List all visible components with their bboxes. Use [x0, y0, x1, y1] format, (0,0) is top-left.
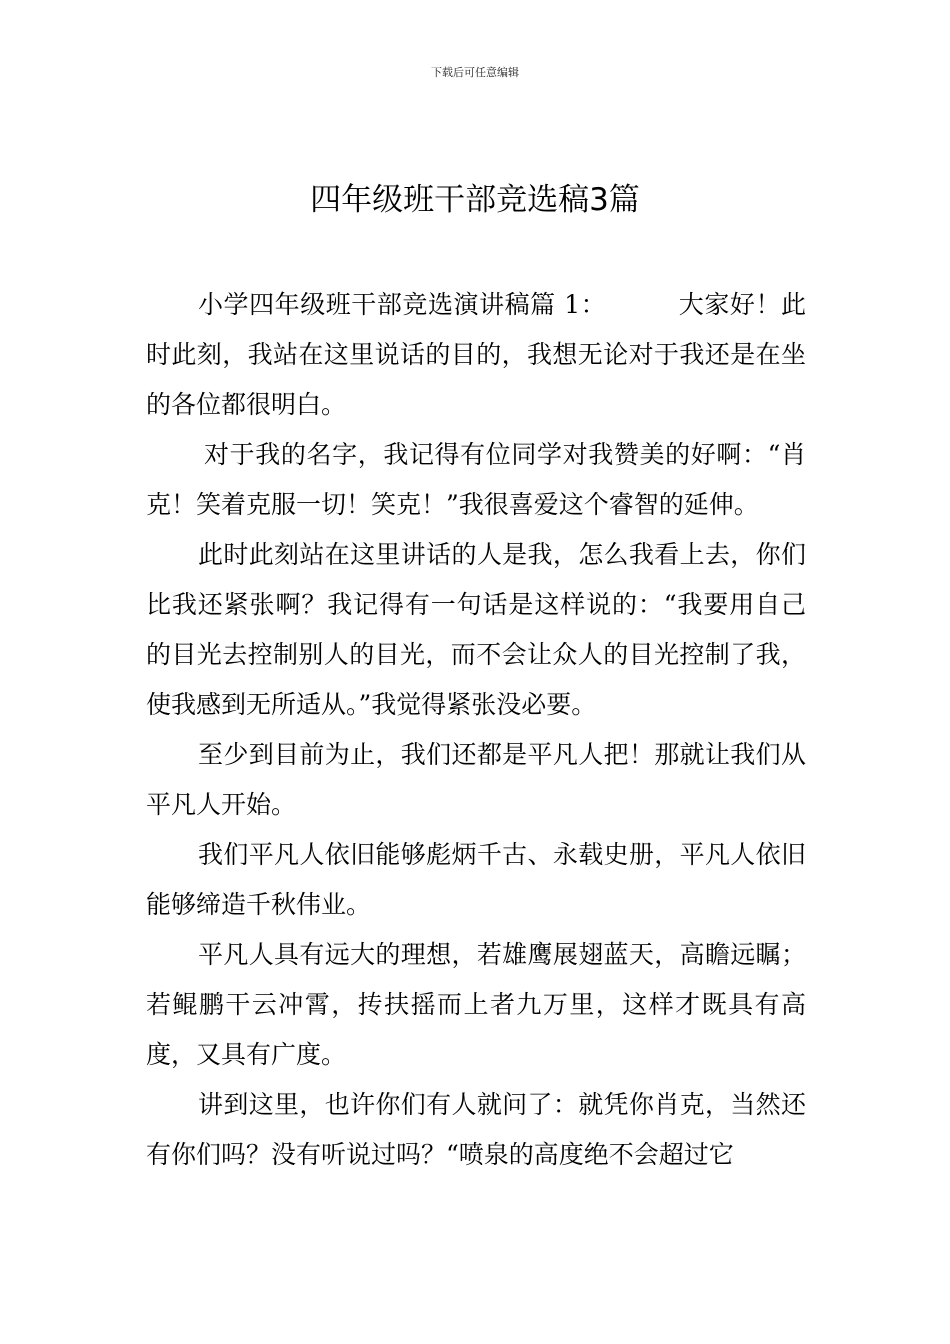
header-note: 下载后可任意编辑 — [431, 66, 519, 79]
document-body — [146, 280, 806, 1180]
body-paragraph: 讲到这里，也许你们有人就问了：就凭你肖克，当然还有你们吗？没有听说过吗？“喷泉的高度绝不会超过它 — [146, 1090, 806, 1169]
body-paragraph: 此时此刻站在这里讲话的人是我，怎么我看上去，你们比我还紧张啊？我记得有一句话是这样说的：“我要用自己的目光去控制别人的目光，而不会让众人的目光控制了我，使我感到无所适从。”我觉得紧张没必要。 — [146, 540, 806, 719]
document-title: 四年级班干部竞选稿3篇 — [310, 182, 640, 218]
intro-paragraph — [146, 280, 806, 430]
body-paragraph: 至少到目前为止，我们还都是平凡人把！那就让我们从平凡人开始。 — [146, 740, 806, 819]
intro-heading: 小学四年级班干部竞选演讲稿篇 1： — [198, 290, 607, 319]
body-paragraph: 平凡人具有远大的理想，若雄鹰展翅蓝天，高瞻远瞩；若鲲鹏干云冲霄，抟扶摇而上者九万里，这样才既具有高度，又具有广度。 — [146, 940, 806, 1069]
body-paragraph: 对于我的名字，我记得有位同学对我赞美的好啊：“肖克！笑着克服一切！笑克！”我很喜爱这个睿智的延伸。 — [146, 440, 806, 519]
body-paragraph: 我们平凡人依旧能够彪炳千古、永载史册，平凡人依旧能够缔造千秋伟业。 — [146, 840, 806, 919]
intro-text: 大家好！此时此刻，我站在这里说话的目的，我想无论对于我还是在坐的各位都很明白。 — [146, 290, 806, 419]
